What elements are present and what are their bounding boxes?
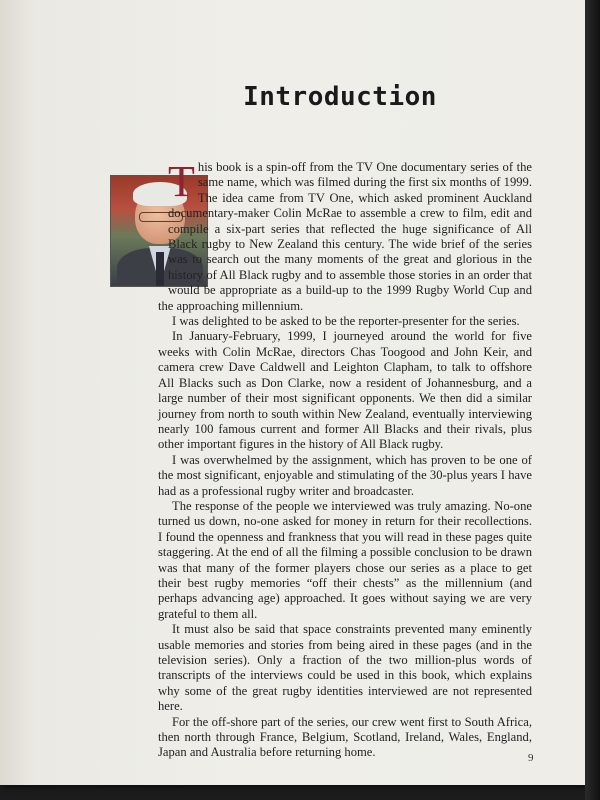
- paragraph-4: I was overwhelmed by the assignment, which has proven to be one of the most significant, enjoyable and stimulating of the 30-plus years I have had as a professional rugby writer and broadcaster.: [158, 452, 532, 498]
- paragraph-2: I was delighted to be asked to be the reporter-presenter for the series.: [172, 314, 520, 329]
- page-number: 9: [528, 752, 534, 764]
- paragraph-5: The response of the people we interviewed was truly amazing. No-one turned us down, no-one asked for money in return for their recollections. I found the openness and frankness that you will read in these pages quite staggering. At the end of all the filming a possible conclusion to be drawn was that many of the former players chose our series as a place to get their best rugby memories “off their chests” as the millennium (and perhaps advancing age) approached. It goes without saying we are very grateful to them all.: [158, 498, 532, 621]
- paragraph-6: It must also be said that space constraints prevented many eminently usable memories and stories from being aired in these pages (and in the television series). Only a fraction of the two million-plus words of transcripts of the interviews could be used in this book, which explains why some of the great rugby identities interviewed are not represented here.: [158, 622, 532, 714]
- book-spine-edge: [585, 0, 600, 800]
- photo-wrap-spacer: [110, 160, 168, 285]
- paragraph-1-text: his book is a spin-off from the TV One documentary series of the same name, which was filmed during the first six months of 1999. The idea came from TV One, which asked prominent Auckland documentary-maker Colin McRae to assemble a crew to film, edit and compile a six-part series that reflected the huge significance of All Black rugby to New Zealand this century. The wide brief of the series was to search out the many moments of the great and glorious in the history of All Black rugby and to assemble those stories in an order that would be appropriate as a build-up to the 1999 Rugby World Cup and the approaching millennium.: [158, 160, 532, 313]
- paragraph-1: [158, 157, 532, 314]
- paragraph-3: In January-February, 1999, I journeyed around the world for five weeks with Colin McRae, directors Chas Toogood and John Keir, and camera crew Dave Caldwell and Leighton Clapham, to talk to offshore All Blacks such as Don Clarke, now a resident of Johannesburg, and a large number of their most significant opponents. We then did a similar journey from north to south within New Zealand, eventually interviewing nearly 100 famous current and former All Blacks and their rivals, plus other important figures in the history of All Black rugby.: [158, 329, 532, 452]
- paragraph-7: For the off-shore part of the series, our crew went first to South Africa, then north through France, Belgium, Scotland, Ireland, Wales, England, Japan and Australia before returning home.: [158, 714, 532, 760]
- drop-cap: T: [168, 157, 195, 206]
- body-text: [158, 157, 532, 761]
- page-title: Introduction: [243, 82, 437, 112]
